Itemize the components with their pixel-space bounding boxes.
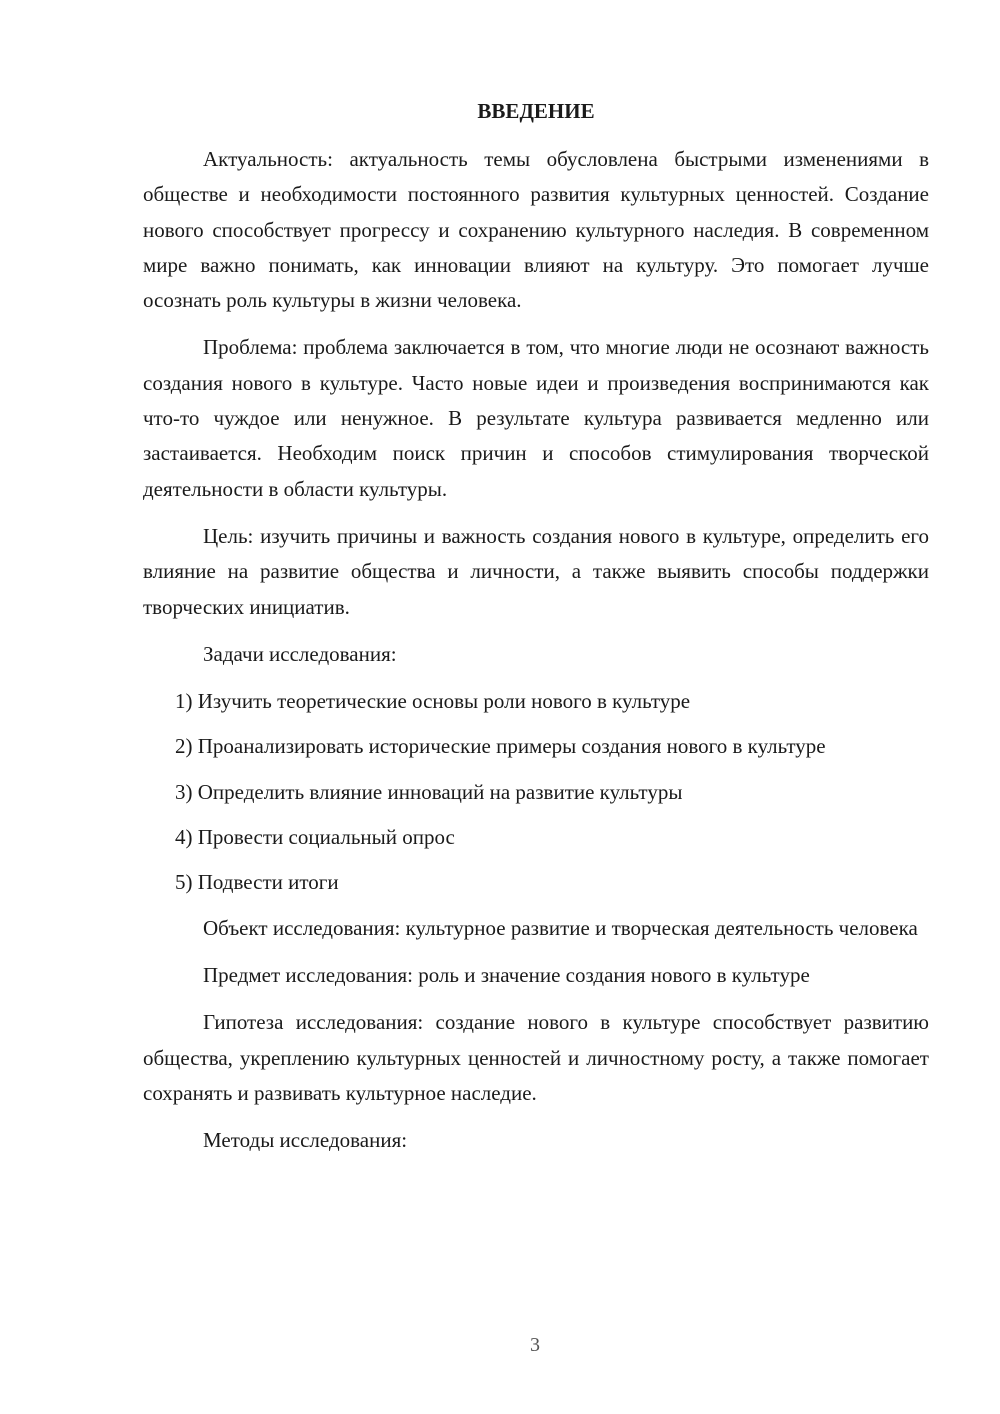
- section-title: ВВЕДЕНИЕ: [477, 99, 595, 123]
- document-body: [143, 95, 929, 1170]
- paragraph-goal: Цель: изучить причины и важность создания нового в культуре, определить его влияние на развитие общества и личности, а также выявить способы поддержки творческих инициатив.: [143, 523, 929, 619]
- paragraph-object: Объект исследования: культурное развитие и творческая деятельность человека: [203, 915, 918, 940]
- paragraph-methods: Методы исследования:: [203, 1128, 408, 1153]
- task-item-3: 3) Определить влияние инноваций на развитие культуры: [175, 779, 683, 804]
- task-item-1: 1) Изучить теоретические основы роли нового в культуре: [175, 689, 691, 714]
- paragraph-relevance: Актуальность: актуальность темы обусловлена быстрыми изменениями в обществе и необходимости постоянного развития культурных ценностей. Создание нового способствует прогрессу и сохранению культурного наследия. В современном мире важно понимать, как инновации влияют на культуру. Это помогает лучше осознать роль культуры в жизни человека.: [143, 147, 929, 313]
- task-item-2: 2) Проанализировать исторические примеры создания нового в культуре: [175, 734, 826, 759]
- paragraph-hypothesis: Гипотеза исследования: создание нового в культуре способствует развитию общества, укреплению культурных ценностей и личностному росту, а также помогает сохранять и развивать культурное наследие.: [143, 1010, 929, 1105]
- paragraph-subject: Предмет исследования: роль и значение создания нового в культуре: [203, 962, 810, 987]
- task-item-4: 4) Провести социальный опрос: [175, 825, 455, 850]
- paragraph-problem: Проблема: проблема заключается в том, что многие люди не осознают важность создания нового в культуре. Часто новые идеи и произведения воспринимаются как что-то чуждое или ненужное. В результате культура развивается медленно или застаивается. Необходим поиск причин и способов стимулирования творческой деятельности в области культуры.: [143, 335, 929, 501]
- task-item-5: 5) Подвести итоги: [175, 870, 339, 895]
- paragraph-tasks-heading: Задачи исследования:: [203, 641, 397, 666]
- page-number: 3: [530, 1334, 540, 1356]
